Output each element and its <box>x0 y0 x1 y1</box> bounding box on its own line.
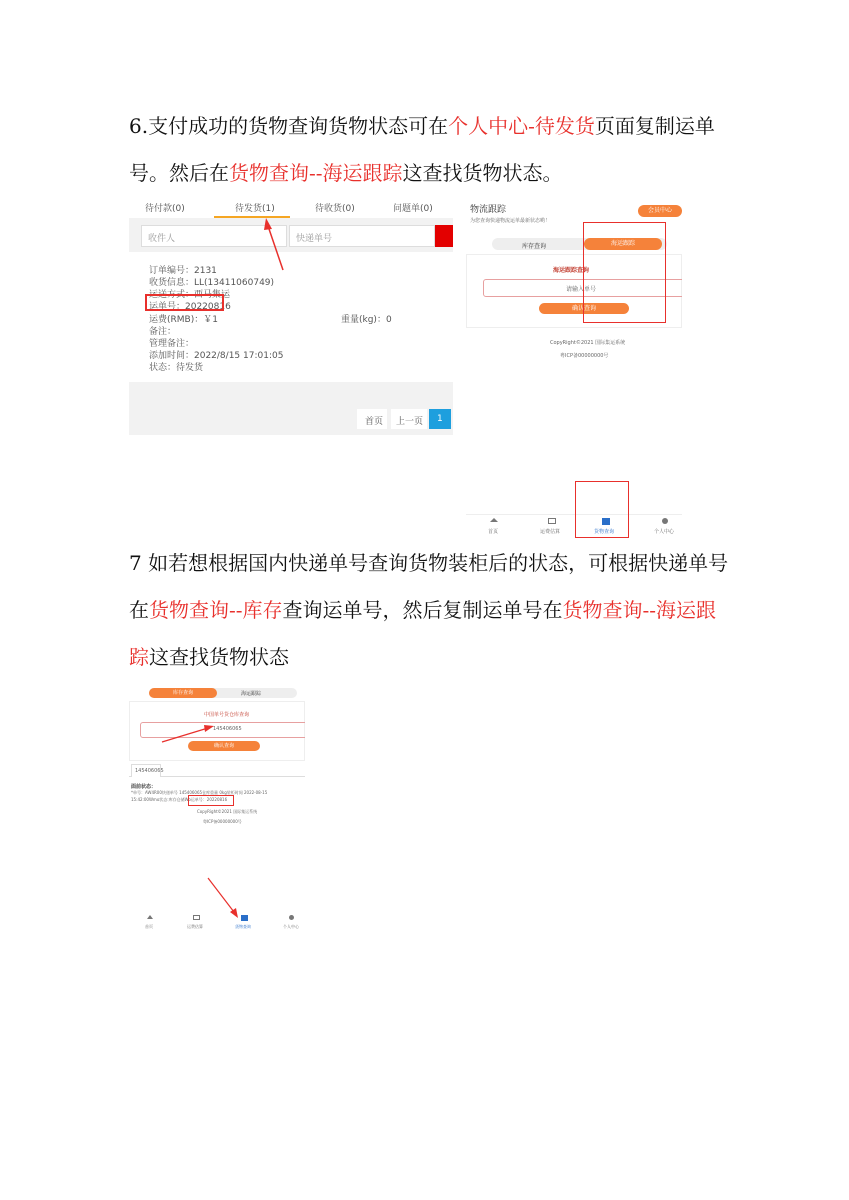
text: 这查找货物状态 <box>149 645 289 669</box>
label: 运费估算 <box>187 924 203 929</box>
tab-pending-ship[interactable]: 待发货(1) <box>235 204 275 214</box>
status-title: 面前状态： <box>131 784 157 790</box>
highlight-text: 踪 <box>129 645 149 669</box>
text: 6.支付成功的货物查询货物状态可在 <box>129 114 449 138</box>
label: 1 <box>437 414 443 424</box>
highlight-text: 货物查询--库存 <box>149 598 283 622</box>
label: 运费估算 <box>540 529 561 535</box>
text: 页面复制运单 <box>594 114 715 138</box>
page-title: 物流跟踪 <box>470 205 507 215</box>
weight: 重量(kg)：0 <box>341 315 392 325</box>
tab-inventory[interactable]: 库存查询 <box>522 243 547 250</box>
tab-sea-tracking[interactable]: 海运跟踪 <box>241 691 262 697</box>
icp: 粤ICP备00000000号 <box>203 819 242 824</box>
label: 145406065 <box>135 768 164 774</box>
page-subtitle: 为您查询快递物流运单最新状态哟！ <box>470 218 551 224</box>
status-line: 15:42:00Wmo状态:库存仓储Wo运单号：20220816 <box>131 797 228 802</box>
highlight-text: 货物查询--海运跟 <box>562 598 717 622</box>
label: 首页 <box>145 924 153 929</box>
label: 海运跟踪 <box>610 240 635 247</box>
copyright: CopyRight©2021 国际集运系统 <box>550 340 626 346</box>
text: 查询运单号，然后复制运单号在 <box>282 598 563 622</box>
input-value: 145406065 <box>213 726 242 732</box>
text: 这查找货物状态。 <box>402 161 563 185</box>
freight: 运费(RMB)：￥1 <box>149 315 218 325</box>
tab-pending-receive[interactable]: 待收货(0) <box>315 204 355 214</box>
receiver-info: 收货信息：LL(13411060749) <box>149 278 275 288</box>
placeholder: 收件人 <box>148 234 176 244</box>
status: 状态：待发货 <box>149 363 204 373</box>
text: 在 <box>129 598 149 622</box>
label: 确认查询 <box>571 305 596 312</box>
label: 个人中心 <box>654 529 675 535</box>
label: 会员中心 <box>647 207 672 214</box>
label: 个人中心 <box>283 924 299 929</box>
text: 7 如若想根据国内快递单号查询货物装柜后的状态，可根据快递单号 <box>129 551 729 575</box>
remark: 备注： <box>149 327 177 337</box>
placeholder: 请输入单号 <box>566 286 597 293</box>
tab-unpaid[interactable]: 待付款(0) <box>145 204 185 214</box>
text: 号。然后在 <box>129 161 229 185</box>
waybill-number: 运单号：20220816 <box>149 302 231 312</box>
highlight-text: 个人中心-待发货 <box>448 114 595 138</box>
placeholder: 快递单号 <box>296 234 333 244</box>
label: 确认查询 <box>213 743 234 749</box>
label: 上一页 <box>396 417 424 427</box>
label: 库存查询 <box>172 690 193 696</box>
label: 货物查询 <box>594 529 615 535</box>
icp: 粤ICP备00000000号 <box>560 353 609 359</box>
copyright: CopyRight©2021 国际集运系统 <box>197 809 258 814</box>
highlight-text: 货物查询--海运跟踪 <box>229 161 403 185</box>
label: 货物查询 <box>235 924 251 929</box>
label: 首页 <box>365 417 384 427</box>
panel-title: 中国单号货仓库查询 <box>204 712 250 718</box>
tab-problem[interactable]: 问题单(0) <box>393 204 433 214</box>
shipping-method: 运送方式：西马集运 <box>149 290 231 300</box>
admin-remark: 管理备注： <box>149 339 195 349</box>
label: 首页 <box>488 529 499 535</box>
panel-title: 海运跟踪查询 <box>553 267 590 274</box>
status-line: *单号：AW4R00快递单号 145406065仓库重量 0kg装柜时间 2022-08-15 <box>131 790 268 795</box>
order-number: 订单编号：2131 <box>149 266 217 276</box>
add-time: 添加时间：2022/8/15 17:01:05 <box>149 351 284 361</box>
